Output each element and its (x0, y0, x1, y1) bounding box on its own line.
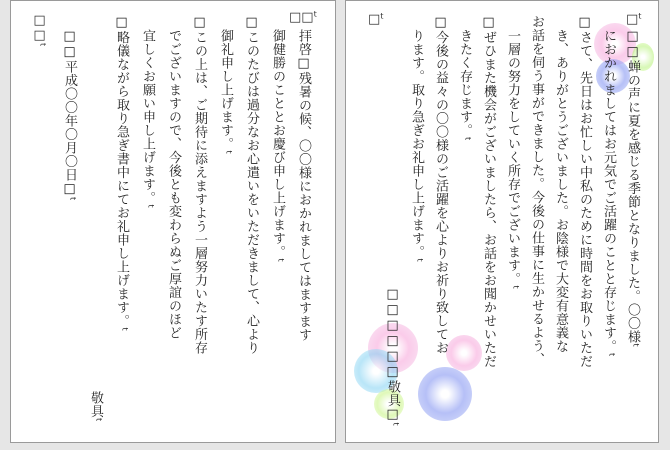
letter-column: □このたびは過分なお心遣いをいただきまして、心より (244, 15, 259, 355)
letter-column: き、ありがとうございました。お陰様で大変有意義な (553, 29, 568, 353)
letter-column: □さて、先日はお忙しい中私のために時間をお取りいただ (577, 15, 592, 368)
left-letter-page (10, 0, 336, 443)
letter-column: □この上は、ご期待に添えますよう一層努力いたす所存 (192, 15, 207, 355)
letter-column: でございますので、今後とも変わらぬご厚誼のほど (166, 29, 181, 340)
letter-column: きたく存じます。ᵗ (457, 29, 472, 142)
letter-column: □ぜひまた機会がございましたら、お話をお聞かせいただ (481, 15, 496, 368)
letter-column: 宜しくお願い申し上げます。ᵗ (140, 29, 155, 209)
letter-date: □□平成〇〇年〇月〇日□ᵗ (62, 29, 77, 202)
letter-column: ります。取り急ぎお礼申し上げます。ᵗ (409, 29, 424, 263)
letter-column: □□蝉の声に夏を感じる季節となりました。〇〇様ᵗ (625, 29, 640, 348)
letter-column: 御礼申し上げます。ᵗ (218, 29, 233, 155)
letter-column: 御健勝のこととお慶び申し上げます。ᵗ (270, 29, 285, 263)
letter-column: におかれましてはお元気でご活躍のことと存じます。ᵗ (601, 29, 616, 358)
letter-column: 拝啓□残暑の候、〇〇様におかれましてはますます (296, 29, 311, 342)
letter-column: □今後の益々の〇〇様のご活躍を心よりお祈り致してお (433, 15, 448, 355)
letter-closing: □□□□□□敬具□ᵗ (385, 287, 400, 427)
corner-block: □□ᵗ (32, 13, 47, 47)
morning-glory-decoration (418, 367, 472, 421)
corner-mark-top: □□ᵗ (289, 10, 318, 25)
morning-glory-decoration (446, 335, 482, 371)
letter-column: お話を伺う事ができました。今後の仕事に生かせるよう、 (529, 15, 544, 366)
corner-mark-top: □ᵗ (626, 12, 643, 27)
letter-column: 一層の努力をしていく所存でございます。ᵗ (505, 29, 520, 290)
letter-closing: 敬具ᵗ (88, 391, 103, 423)
corner-mark-bottom: □ᵗ (368, 12, 385, 27)
right-letter-page (345, 0, 659, 443)
letter-column: □略儀ながら取り急ぎ書中にてお礼申し上げます。ᵗ (114, 15, 129, 332)
